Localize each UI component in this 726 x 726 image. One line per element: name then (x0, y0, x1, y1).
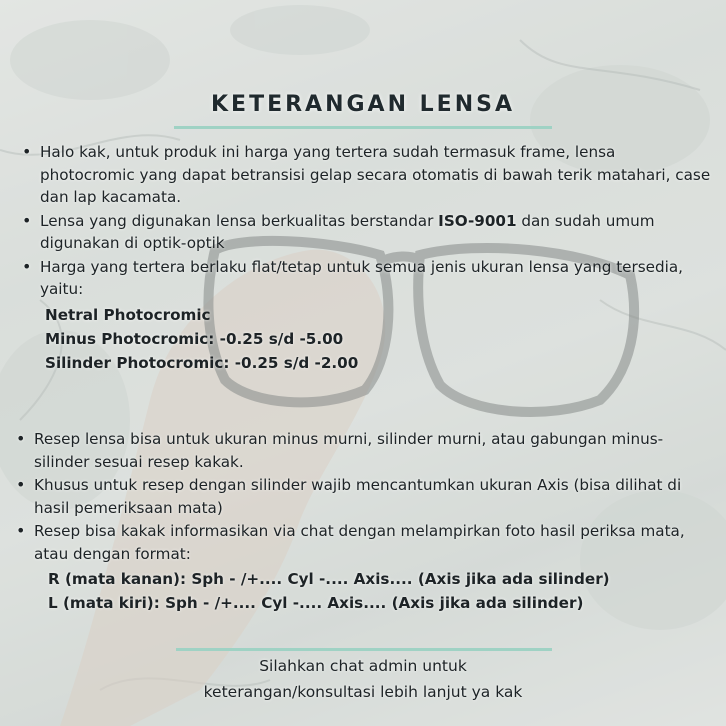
bullet-icon: • (22, 142, 32, 161)
list-item (22, 210, 712, 255)
bullet-text: Harga yang tertera berlaku flat/tetap untuk semua jenis ukuran lensa yang tersedia, yaitu: (40, 257, 684, 298)
list-item (16, 474, 712, 519)
bullet-icon: • (22, 210, 32, 230)
lens-spec-item: Silinder Photocromic: -0.25 s/d -2.00 (45, 353, 359, 372)
bullet-text-part: dan sudah umum digunakan di optik-optik (40, 211, 655, 252)
prescription-format-right-eye: R (mata kanan): Sph - /+.... Cyl -.... Axis.... (Axis jika ada silinder) (48, 570, 610, 588)
lens-spec-item: Minus Photocromic: -0.25 s/d -5.00 (45, 329, 344, 348)
footer-divider (176, 648, 552, 651)
list-item (16, 520, 712, 565)
prescription-format-list (16, 567, 712, 615)
title-underline (174, 126, 552, 129)
bullet-text: Resep lensa bisa untuk ukuran minus murni, silinder murni, atau gabungan minus-silinder sesuai resep kakak. (34, 430, 664, 471)
bullet-text: Halo kak, untuk produk ini harga yang tertera sudah termasuk frame, lensa photocromic yang dapat betransisi gelap secara otomatis di bawah terik matahari, case dan lap kacamata. (40, 143, 711, 206)
list-item (16, 428, 712, 473)
prescription-format-left-eye: L (mata kiri): Sph - /+.... Cyl -.... Axis.... (Axis jika ada silinder) (48, 594, 584, 612)
lens-spec-list (22, 303, 712, 375)
page-title: KETERANGAN LENSA (211, 92, 515, 117)
bullet-icon: • (16, 521, 26, 540)
bullet-text: Khusus untuk resep dengan silinder wajib mencantumkan ukuran Axis (bisa dilihat di hasil pemeriksaan mata) (34, 476, 682, 517)
list-item (22, 141, 712, 209)
iso-standard-label: ISO-9001 (438, 211, 517, 230)
bullet-text: Resep bisa kakak informasikan via chat dengan melampirkan foto hasil periksa mata, atau dengan format: (34, 522, 685, 563)
section-prescription-info (16, 428, 712, 615)
bullet-text-part: Lensa yang digunakan lensa berkualitas berstandar (40, 211, 439, 230)
footer-line: Silahkan chat admin untuk (259, 657, 467, 675)
bullet-icon: • (16, 475, 26, 494)
lens-spec-item: Netral Photocromic (45, 305, 211, 324)
section-product-info (22, 141, 712, 375)
bullet-text (40, 210, 712, 255)
footer-line: keterangan/konsultasi lebih lanjut ya kak (203, 683, 523, 701)
bullet-icon: • (22, 256, 32, 276)
list-item (22, 256, 712, 301)
bullet-icon: • (16, 429, 26, 448)
footer-note (0, 653, 726, 705)
